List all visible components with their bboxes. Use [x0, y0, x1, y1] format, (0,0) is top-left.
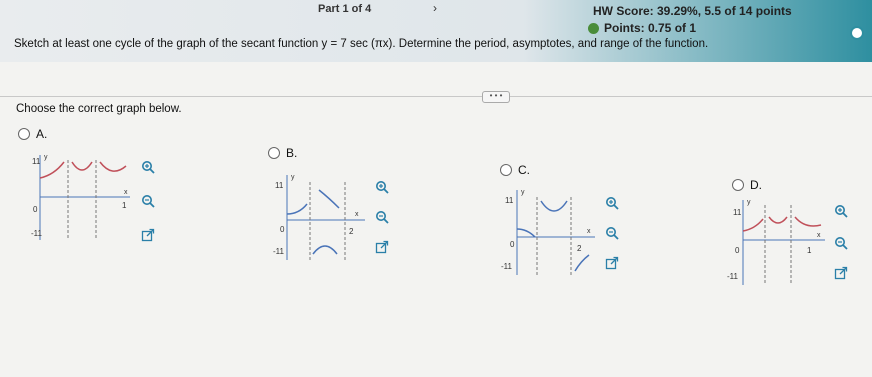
curve-branch	[541, 201, 567, 211]
option-a-label: A.	[36, 127, 48, 141]
divider	[0, 96, 872, 97]
chevron-right-icon[interactable]: ›	[433, 1, 437, 15]
curve-branch	[72, 162, 92, 170]
y-tick-top: 11	[32, 157, 41, 166]
origin-label: 0	[33, 205, 38, 214]
y-tick-bottom: -11	[727, 272, 738, 281]
y-axis-label: y	[291, 174, 295, 181]
y-axis-label: y	[747, 199, 751, 206]
curve-branch	[795, 217, 821, 226]
zoom-out-icon[interactable]	[141, 194, 155, 208]
x-tick: 1	[122, 201, 127, 210]
radio-d[interactable]	[732, 179, 744, 191]
expand-button[interactable]: • • •	[482, 91, 510, 103]
option-b-label: B.	[286, 146, 298, 160]
curve-branch	[769, 217, 787, 223]
curve-branch	[287, 204, 307, 214]
option-c-label: C.	[518, 163, 530, 177]
hw-score: HW Score: 39.29%, 5.5 of 14 points	[593, 4, 792, 18]
option-b[interactable]	[268, 146, 297, 160]
points-row	[588, 21, 696, 35]
y-tick-top: 11	[275, 181, 284, 190]
graph-b	[265, 170, 370, 265]
y-axis-label: y	[521, 189, 525, 196]
graph-c	[495, 185, 600, 280]
popout-icon[interactable]	[141, 228, 155, 242]
curve-branch	[313, 246, 337, 254]
instruction-text: Choose the correct graph below.	[16, 103, 182, 115]
option-c[interactable]	[500, 163, 530, 177]
curve-branch	[100, 162, 126, 171]
zoom-in-icon[interactable]	[141, 160, 155, 174]
x-tick: 2	[577, 244, 582, 253]
curve-branch	[743, 219, 763, 231]
y-axis-label: y	[44, 154, 48, 161]
popout-icon[interactable]	[605, 256, 619, 270]
zoom-in-icon[interactable]	[605, 196, 619, 210]
gear-icon[interactable]	[850, 26, 864, 40]
y-tick-top: 11	[505, 196, 514, 205]
x-axis-label: x	[124, 189, 128, 196]
x-tick: 1	[807, 246, 812, 255]
y-tick-bottom: -11	[501, 262, 512, 271]
radio-c[interactable]	[500, 164, 512, 176]
y-tick-top: 11	[733, 208, 742, 217]
graph-a	[30, 150, 135, 245]
popout-icon[interactable]	[375, 240, 389, 254]
origin-label: 0	[510, 240, 515, 249]
option-a[interactable]	[18, 127, 47, 141]
y-tick-bottom: -11	[31, 229, 42, 238]
curve-branch	[40, 162, 64, 178]
curve-branch	[575, 255, 589, 271]
zoom-in-icon[interactable]	[834, 204, 848, 218]
header-bar	[0, 0, 872, 62]
radio-b[interactable]	[268, 147, 280, 159]
x-axis-label: x	[355, 211, 359, 218]
x-tick: 2	[349, 227, 354, 236]
zoom-out-icon[interactable]	[605, 226, 619, 240]
option-d[interactable]	[732, 178, 762, 192]
option-d-label: D.	[750, 178, 762, 192]
origin-label: 0	[280, 225, 285, 234]
check-icon	[588, 23, 599, 34]
curve-branch	[319, 190, 339, 208]
x-axis-label: x	[587, 228, 591, 235]
zoom-out-icon[interactable]	[834, 236, 848, 250]
popout-icon[interactable]	[834, 266, 848, 280]
zoom-out-icon[interactable]	[375, 210, 389, 224]
y-tick-bottom: -11	[273, 247, 284, 256]
zoom-in-icon[interactable]	[375, 180, 389, 194]
x-axis-label: x	[817, 232, 821, 239]
points-label: Points: 0.75 of 1	[604, 21, 697, 35]
origin-label: 0	[735, 246, 740, 255]
question-text: Sketch at least one cycle of the graph of the secant function y = 7 sec (πx). Determine the period, asymptotes, and range of the function.	[14, 38, 709, 50]
curve-branch	[517, 229, 535, 237]
graph-d	[725, 195, 830, 290]
part-label: Part 1 of 4	[318, 3, 372, 15]
radio-a[interactable]	[18, 128, 30, 140]
